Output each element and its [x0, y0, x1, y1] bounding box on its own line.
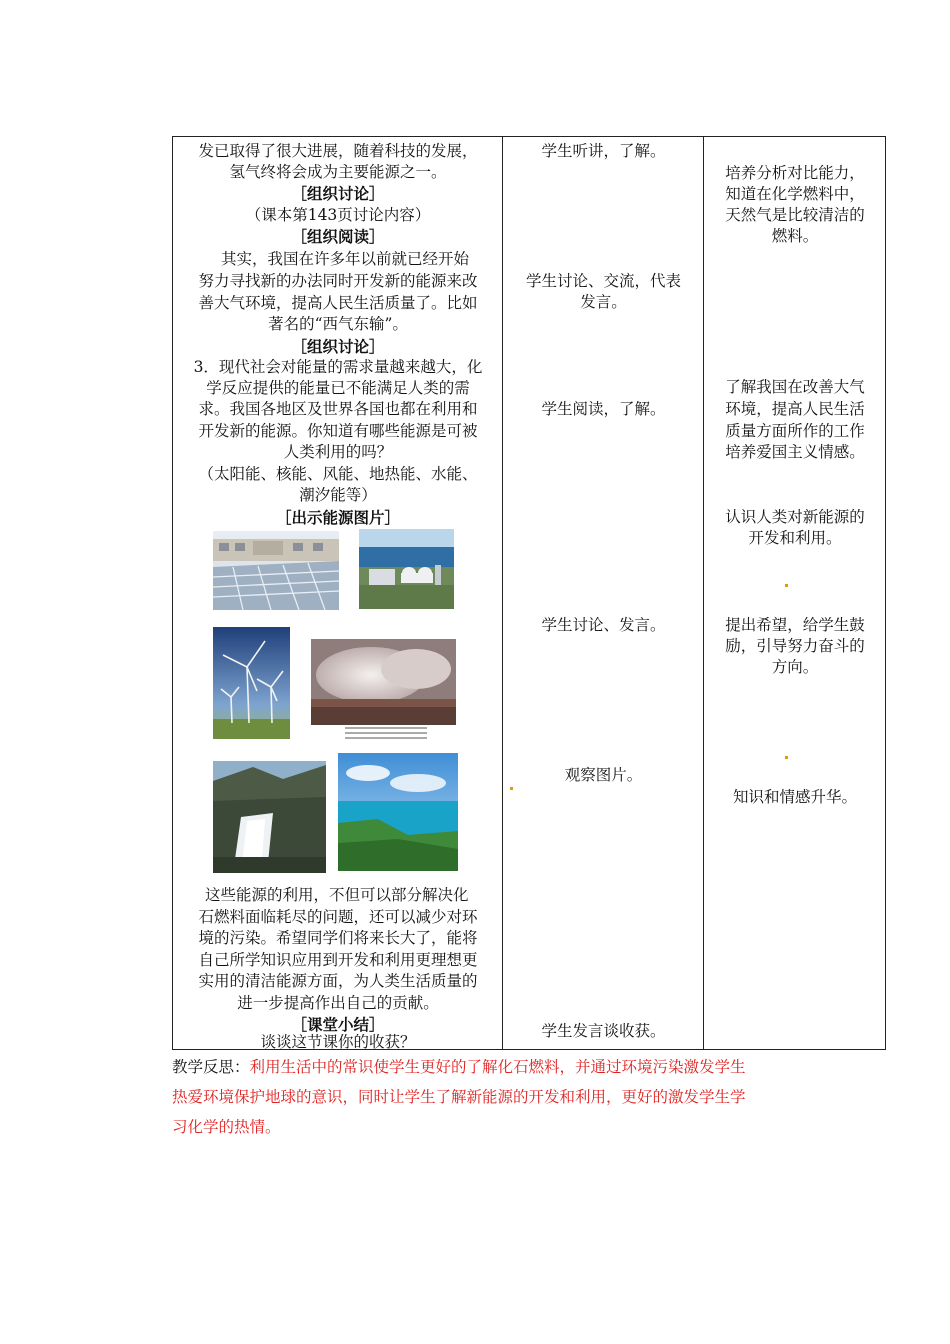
- student-activity-2: 学生讨论、交流，代表: [525, 272, 681, 290]
- teacher-activity-cell: [173, 137, 503, 1050]
- text-line: 潮汐能等）: [299, 486, 377, 504]
- design-intent-3: 认识人类对新能源的: [725, 508, 865, 526]
- wind-turbine-image: [213, 627, 290, 739]
- reflection-line-2: 热爱环境保护地球的意识，同时让学生了解新能源的开发和利用，更好的激发学生学: [172, 1088, 746, 1106]
- section-heading-class-summary: ［课堂小结］: [291, 1015, 385, 1034]
- design-intent-3: 开发和利用。: [748, 529, 842, 547]
- text-line: 进一步提高作出自己的贡献。: [237, 994, 439, 1012]
- text-line: 开发新的能源。你知道有哪些能源是可被: [198, 422, 478, 440]
- student-activity-6: 学生发言谈收获。: [541, 1022, 666, 1040]
- image-caption: [345, 727, 427, 742]
- student-activity-2: 发言。: [580, 293, 627, 311]
- text-line: 石燃料面临耗尽的问题，还可以减少对环: [198, 908, 478, 926]
- hydropower-dam-image: [213, 761, 326, 873]
- text-line: 氢气终将会成为主要能源之一。: [229, 163, 447, 181]
- text-line: 谈谈这节课你的收获？: [260, 1033, 416, 1051]
- design-intent-4: 提出希望，给学生鼓: [725, 616, 865, 634]
- design-intent-4: 励，引导努力奋斗的: [725, 637, 865, 655]
- design-intent-2: 环境，提高人民生活: [725, 400, 865, 418]
- design-intent-2: 质量方面所作的工作: [725, 422, 865, 440]
- decorative-dot: [510, 787, 513, 790]
- design-intent-5: 知识和情感升华。: [732, 788, 857, 806]
- section-heading-discuss: ［组织讨论］: [291, 337, 385, 356]
- text-line: 努力寻找新的办法同时开发新的能源来改: [198, 272, 478, 290]
- text-line: 著名的“西气东输”。: [268, 315, 408, 333]
- text-line: 这些能源的利用，不但可以部分解决化: [205, 886, 469, 904]
- coastal-tidal-image: [338, 753, 458, 871]
- design-intent-1: 知道在化学燃料中，: [725, 185, 865, 203]
- student-activity-3: 学生阅读，了解。: [541, 400, 666, 418]
- decorative-dot: [785, 584, 788, 587]
- section-heading-read: ［组织阅读］: [291, 227, 385, 246]
- reflection-line-3: 习化学的热情。: [172, 1118, 281, 1136]
- text-line: 发已取得了很大进展，随着科技的发展，: [198, 142, 478, 160]
- text-line: 其实，我国在许多年以前就已经开始: [221, 250, 470, 268]
- design-intent-1: 天然气是比较清洁的: [725, 206, 865, 224]
- reflection-label: 教学反思：: [172, 1058, 250, 1076]
- text-line: 求。我国各地区及世界各国也都在利用和: [198, 400, 478, 418]
- decorative-dot: [785, 756, 788, 759]
- lesson-table: [172, 136, 886, 1050]
- design-intent-1: 培养分析对比能力，: [725, 164, 865, 182]
- teaching-reflection: [172, 1052, 872, 1142]
- reflection-line-1: [172, 1052, 872, 1082]
- geothermal-steam-image: [311, 639, 456, 725]
- text-line: 学反应提供的能量已不能满足人类的需: [206, 379, 470, 397]
- section-heading-discuss: ［组织讨论］: [291, 184, 385, 203]
- text-line: 自己所学知识应用到开发和利用更理想更: [198, 951, 478, 969]
- design-intent-cell: [704, 137, 886, 1050]
- solar-panels-image: [213, 531, 339, 610]
- design-intent-2: 了解我国在改善大气: [725, 378, 865, 396]
- design-intent-1: 燃料。: [771, 227, 819, 245]
- student-activity-1: 学生听讲，了解。: [541, 142, 666, 160]
- text-line: 3．现代社会对能量的需求量越来越大，化: [193, 358, 483, 376]
- text-line: （课本第143页讨论内容）: [245, 206, 431, 224]
- section-heading-pictures: ［出示能源图片］: [275, 508, 400, 527]
- nuclear-plant-image: [359, 529, 454, 609]
- design-intent-2: 培养爱国主义情感。: [725, 443, 865, 461]
- student-activity-5: 观察图片。: [564, 766, 643, 784]
- text-line: 人类利用的吗？: [283, 443, 393, 461]
- text-line: （太阳能、核能、风能、地热能、水能、: [198, 465, 478, 483]
- text-line: 实用的清洁能源方面，为人类生活质量的: [198, 972, 478, 990]
- student-activity-cell: [503, 137, 704, 1050]
- student-activity-4: 学生讨论、发言。: [541, 616, 666, 634]
- text-line: 境的污染。希望同学们将来长大了，能将: [198, 929, 478, 947]
- text-line: 善大气环境，提高人民生活质量了。比如: [198, 294, 478, 312]
- design-intent-4: 方向。: [771, 658, 819, 676]
- reflection-text: 利用生活中的常识使学生更好的了解化石燃料，并通过环境污染激发学生: [249, 1058, 746, 1076]
